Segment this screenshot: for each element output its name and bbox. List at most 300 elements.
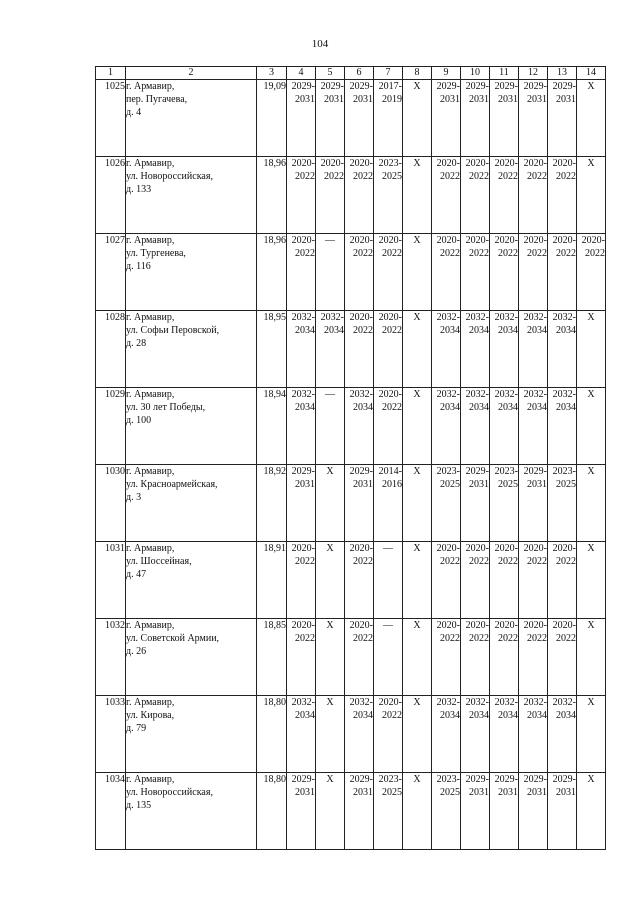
period-line: 2022	[498, 248, 518, 259]
period-line: 2022	[585, 248, 605, 259]
period-cell	[548, 311, 577, 388]
column-header-8: 8	[403, 67, 432, 80]
period-line: 2032-	[349, 697, 373, 708]
period-line: 2022	[295, 248, 315, 259]
address-line: г. Армавир,	[126, 543, 175, 554]
period-cell	[345, 234, 374, 311]
period-line: 2029-	[349, 466, 373, 477]
period-line: 2029-	[291, 81, 315, 92]
period-cell	[490, 388, 519, 465]
table-row	[96, 619, 606, 696]
period-line: 2031	[469, 94, 489, 105]
period-line: 2022	[527, 248, 547, 259]
period-line: 2022	[353, 556, 373, 567]
table-row	[96, 80, 606, 157]
dash-mark: —	[374, 619, 403, 696]
period-line: 2020-	[349, 312, 373, 323]
period-line: 2034	[440, 325, 460, 336]
period-line: 2020-	[349, 620, 373, 631]
period-line: 2032-	[320, 312, 344, 323]
period-line: 2020-	[552, 158, 576, 169]
address-line: пер. Пугачева,	[126, 94, 188, 105]
column-header-6: 6	[345, 67, 374, 80]
period-cell	[374, 465, 403, 542]
period-line: 2022	[498, 633, 518, 644]
period-cell	[490, 619, 519, 696]
period-cell	[287, 234, 316, 311]
address-cell	[126, 773, 257, 850]
period-line: 2020-	[523, 620, 547, 631]
period-line: 2022	[382, 402, 402, 413]
period-cell	[519, 80, 548, 157]
area-value: 18,96	[257, 234, 287, 311]
address-cell	[126, 388, 257, 465]
column-header-11: 11	[490, 67, 519, 80]
row-number: 1025	[96, 80, 126, 157]
period-cell	[287, 696, 316, 773]
period-cell	[432, 773, 461, 850]
address-cell	[126, 80, 257, 157]
table-row	[96, 773, 606, 850]
row-number: 1032	[96, 619, 126, 696]
address-cell	[126, 311, 257, 388]
period-cell	[490, 465, 519, 542]
period-cell	[519, 465, 548, 542]
table-body	[96, 67, 606, 850]
period-cell	[432, 619, 461, 696]
period-line: 2022	[440, 556, 460, 567]
period-line: 2022	[440, 171, 460, 182]
address-line: д. 116	[126, 261, 151, 272]
address-line: ул. Новороссийская,	[126, 171, 213, 182]
period-cell	[432, 234, 461, 311]
period-line: 2032-	[465, 312, 489, 323]
address-line: д. 100	[126, 415, 152, 426]
period-cell	[577, 234, 606, 311]
period-line: 2020-	[291, 158, 315, 169]
period-cell	[287, 388, 316, 465]
period-line: 2022	[527, 556, 547, 567]
period-cell	[519, 619, 548, 696]
address-line: д. 79	[126, 723, 147, 734]
period-line: 2020-	[523, 158, 547, 169]
period-line: 2034	[295, 402, 315, 413]
period-cell	[345, 773, 374, 850]
period-line: 2020-	[494, 620, 518, 631]
period-cell	[490, 234, 519, 311]
period-line: 2022	[527, 171, 547, 182]
period-line: 2032-	[523, 697, 547, 708]
address-line: д. 47	[126, 569, 147, 580]
period-cell	[316, 157, 345, 234]
period-line: 2022	[382, 325, 402, 336]
period-line: 2020-	[378, 389, 402, 400]
period-line: 2016	[382, 479, 402, 490]
column-header-9: 9	[432, 67, 461, 80]
column-header-5: 5	[316, 67, 345, 80]
period-line: 2022	[527, 633, 547, 644]
period-line: 2022	[295, 633, 315, 644]
period-cell	[287, 542, 316, 619]
address-cell	[126, 542, 257, 619]
period-cell	[432, 542, 461, 619]
period-line: 2020-	[291, 620, 315, 631]
address-line: д. 28	[126, 338, 147, 349]
period-line: 2020-	[465, 543, 489, 554]
address-line: ул. Тургенева,	[126, 248, 186, 259]
column-header-4: 4	[287, 67, 316, 80]
period-line: 2020-	[436, 620, 460, 631]
period-cell	[519, 542, 548, 619]
period-line: 2032-	[494, 697, 518, 708]
address-line: д. 3	[126, 492, 142, 503]
period-line: 2029-	[320, 81, 344, 92]
area-value: 19,09	[257, 80, 287, 157]
period-line: 2032-	[436, 312, 460, 323]
not-applicable-mark: X	[577, 542, 606, 619]
period-cell	[461, 696, 490, 773]
period-cell	[461, 80, 490, 157]
period-line: 2031	[527, 94, 547, 105]
period-line: 2020-	[436, 158, 460, 169]
period-cell	[490, 542, 519, 619]
period-cell	[519, 773, 548, 850]
address-line: д. 135	[126, 800, 152, 811]
period-cell	[548, 773, 577, 850]
period-cell	[490, 157, 519, 234]
period-line: 2032-	[552, 389, 576, 400]
period-line: 2034	[498, 402, 518, 413]
period-line: 2022	[353, 171, 373, 182]
area-value: 18,94	[257, 388, 287, 465]
not-applicable-mark: X	[403, 157, 432, 234]
address-line: д. 133	[126, 184, 152, 195]
period-line: 2029-	[494, 774, 518, 785]
period-cell	[519, 157, 548, 234]
period-line: 2025	[498, 479, 518, 490]
period-line: 2020-	[523, 543, 547, 554]
period-line: 2034	[440, 710, 460, 721]
not-applicable-mark: X	[316, 542, 345, 619]
period-cell	[374, 80, 403, 157]
period-line: 2031	[469, 479, 489, 490]
period-line: 2020-	[552, 620, 576, 631]
area-value: 18,92	[257, 465, 287, 542]
period-cell	[461, 234, 490, 311]
period-line: 2034	[469, 325, 489, 336]
period-cell	[490, 773, 519, 850]
period-line: 2022	[353, 248, 373, 259]
period-cell	[374, 388, 403, 465]
period-cell	[548, 696, 577, 773]
address-line: ул. Шоссейная,	[126, 556, 192, 567]
address-line: г. Армавир,	[126, 235, 175, 246]
period-line: 2022	[440, 633, 460, 644]
period-line: 2019	[382, 94, 402, 105]
period-line: 2022	[556, 171, 576, 182]
period-cell	[461, 465, 490, 542]
column-header-2: 2	[126, 67, 257, 80]
period-line: 2029-	[523, 774, 547, 785]
period-line: 2032-	[494, 389, 518, 400]
period-cell	[519, 311, 548, 388]
period-line: 2029-	[436, 81, 460, 92]
period-line: 2034	[498, 710, 518, 721]
period-cell	[548, 619, 577, 696]
address-line: ул. Красноармейская,	[126, 479, 218, 490]
column-header-12: 12	[519, 67, 548, 80]
period-line: 2017-	[378, 81, 402, 92]
period-line: 2022	[469, 171, 489, 182]
row-number: 1028	[96, 311, 126, 388]
row-number: 1030	[96, 465, 126, 542]
address-cell	[126, 234, 257, 311]
period-line: 2031	[295, 94, 315, 105]
period-line: 2034	[556, 710, 576, 721]
period-cell	[461, 773, 490, 850]
period-line: 2031	[353, 94, 373, 105]
period-cell	[519, 234, 548, 311]
period-line: 2020-	[465, 158, 489, 169]
period-line: 2031	[353, 787, 373, 798]
period-line: 2020-	[436, 235, 460, 246]
not-applicable-mark: X	[577, 619, 606, 696]
period-line: 2020-	[378, 235, 402, 246]
period-line: 2031	[556, 94, 576, 105]
period-line: 2032-	[291, 697, 315, 708]
row-number: 1031	[96, 542, 126, 619]
not-applicable-mark: X	[316, 619, 345, 696]
period-cell	[548, 157, 577, 234]
period-line: 2031	[498, 94, 518, 105]
period-line: 2029-	[523, 81, 547, 92]
row-number: 1033	[96, 696, 126, 773]
address-line: ул. 30 лет Победы,	[126, 402, 206, 413]
address-line: г. Армавир,	[126, 466, 175, 477]
period-line: 2029-	[552, 81, 576, 92]
period-line: 2031	[324, 94, 344, 105]
address-line: ул. Кирова,	[126, 710, 175, 721]
period-line: 2034	[556, 325, 576, 336]
period-cell	[345, 696, 374, 773]
period-line: 2022	[324, 171, 344, 182]
not-applicable-mark: X	[403, 465, 432, 542]
row-number: 1026	[96, 157, 126, 234]
period-line: 2029-	[349, 774, 373, 785]
period-cell	[345, 542, 374, 619]
period-cell	[287, 311, 316, 388]
dash-mark: —	[374, 542, 403, 619]
column-header-3: 3	[257, 67, 287, 80]
address-cell	[126, 157, 257, 234]
period-cell	[432, 311, 461, 388]
column-header-1: 1	[96, 67, 126, 80]
period-cell	[490, 80, 519, 157]
period-cell	[345, 619, 374, 696]
period-cell	[432, 80, 461, 157]
table-row	[96, 542, 606, 619]
period-line: 2020-	[320, 158, 344, 169]
period-cell	[548, 542, 577, 619]
period-line: 2034	[527, 325, 547, 336]
area-value: 18,95	[257, 311, 287, 388]
period-cell	[316, 80, 345, 157]
period-line: 2022	[498, 556, 518, 567]
address-line: д. 26	[126, 646, 147, 657]
period-line: 2034	[527, 402, 547, 413]
period-line: 2020-	[494, 235, 518, 246]
period-line: 2020-	[291, 543, 315, 554]
not-applicable-mark: X	[577, 465, 606, 542]
period-line: 2032-	[552, 312, 576, 323]
period-line: 2032-	[523, 312, 547, 323]
period-cell	[432, 696, 461, 773]
period-line: 2022	[295, 171, 315, 182]
period-line: 2020-	[378, 697, 402, 708]
period-line: 2020-	[291, 235, 315, 246]
period-line: 2020-	[349, 543, 373, 554]
period-line: 2025	[440, 479, 460, 490]
period-cell	[345, 80, 374, 157]
period-cell	[345, 311, 374, 388]
address-line: г. Армавир,	[126, 774, 175, 785]
period-line: 2020-	[523, 235, 547, 246]
period-line: 2034	[353, 402, 373, 413]
not-applicable-mark: X	[403, 234, 432, 311]
period-line: 2029-	[349, 81, 373, 92]
period-line: 2032-	[291, 312, 315, 323]
period-cell	[548, 80, 577, 157]
period-cell	[345, 388, 374, 465]
column-header-13: 13	[548, 67, 577, 80]
period-cell	[287, 80, 316, 157]
not-applicable-mark: X	[316, 465, 345, 542]
period-cell	[519, 696, 548, 773]
period-line: 2022	[440, 248, 460, 259]
area-value: 18,91	[257, 542, 287, 619]
period-cell	[490, 696, 519, 773]
period-line: 2029-	[494, 81, 518, 92]
period-line: 2020-	[552, 235, 576, 246]
address-cell	[126, 696, 257, 773]
row-number: 1029	[96, 388, 126, 465]
period-line: 2029-	[523, 466, 547, 477]
period-line: 2029-	[291, 466, 315, 477]
period-cell	[519, 388, 548, 465]
period-line: 2029-	[465, 774, 489, 785]
period-line: 2034	[295, 325, 315, 336]
period-line: 2025	[382, 787, 402, 798]
dash-mark: —	[316, 234, 345, 311]
period-line: 2034	[440, 402, 460, 413]
address-line: ул. Советской Армии,	[126, 633, 220, 644]
period-cell	[461, 388, 490, 465]
period-line: 2034	[527, 710, 547, 721]
period-line: 2022	[556, 248, 576, 259]
period-line: 2032-	[291, 389, 315, 400]
period-line: 2023-	[378, 158, 402, 169]
table-row	[96, 234, 606, 311]
period-line: 2022	[498, 171, 518, 182]
period-cell	[374, 234, 403, 311]
address-line: г. Армавир,	[126, 389, 175, 400]
not-applicable-mark: X	[577, 80, 606, 157]
period-cell	[432, 388, 461, 465]
period-cell	[461, 157, 490, 234]
period-cell	[374, 157, 403, 234]
column-header-7: 7	[374, 67, 403, 80]
not-applicable-mark: X	[316, 773, 345, 850]
table-row	[96, 157, 606, 234]
period-line: 2034	[498, 325, 518, 336]
period-cell	[548, 465, 577, 542]
period-line: 2029-	[465, 81, 489, 92]
period-line: 2031	[295, 479, 315, 490]
period-line: 2022	[353, 633, 373, 644]
period-line: 2031	[556, 787, 576, 798]
period-line: 2023-	[552, 466, 576, 477]
period-line: 2029-	[552, 774, 576, 785]
address-line: г. Армавир,	[126, 81, 175, 92]
housing-register-table	[95, 66, 606, 850]
table-row	[96, 696, 606, 773]
period-cell	[374, 696, 403, 773]
address-line: г. Армавир,	[126, 697, 175, 708]
period-cell	[345, 157, 374, 234]
period-line: 2032-	[465, 389, 489, 400]
period-line: 2023-	[378, 774, 402, 785]
not-applicable-mark: X	[403, 388, 432, 465]
period-line: 2025	[382, 171, 402, 182]
period-line: 2025	[440, 787, 460, 798]
period-line: 2020-	[349, 158, 373, 169]
period-line: 2020-	[552, 543, 576, 554]
period-line: 2032-	[465, 697, 489, 708]
period-line: 2022	[382, 248, 402, 259]
period-line: 2031	[353, 479, 373, 490]
area-value: 18,85	[257, 619, 287, 696]
area-value: 18,80	[257, 773, 287, 850]
not-applicable-mark: X	[403, 80, 432, 157]
period-cell	[432, 157, 461, 234]
period-line: 2034	[469, 710, 489, 721]
period-line: 2023-	[436, 466, 460, 477]
period-line: 2032-	[436, 697, 460, 708]
period-cell	[461, 619, 490, 696]
period-line: 2020-	[494, 158, 518, 169]
period-line: 2022	[469, 556, 489, 567]
address-line: г. Армавир,	[126, 620, 175, 631]
not-applicable-mark: X	[403, 542, 432, 619]
column-header-10: 10	[461, 67, 490, 80]
address-line: ул. Софьи Перовской,	[126, 325, 220, 336]
period-cell	[548, 388, 577, 465]
period-line: 2034	[295, 710, 315, 721]
not-applicable-mark: X	[577, 157, 606, 234]
period-cell	[316, 311, 345, 388]
period-line: 2034	[469, 402, 489, 413]
period-line: 2020-	[378, 312, 402, 323]
period-line: 2023-	[436, 774, 460, 785]
period-cell	[287, 157, 316, 234]
address-cell	[126, 619, 257, 696]
period-line: 2034	[556, 402, 576, 413]
period-cell	[287, 465, 316, 542]
period-line: 2031	[527, 479, 547, 490]
not-applicable-mark: X	[316, 696, 345, 773]
not-applicable-mark: X	[403, 773, 432, 850]
period-cell	[548, 234, 577, 311]
